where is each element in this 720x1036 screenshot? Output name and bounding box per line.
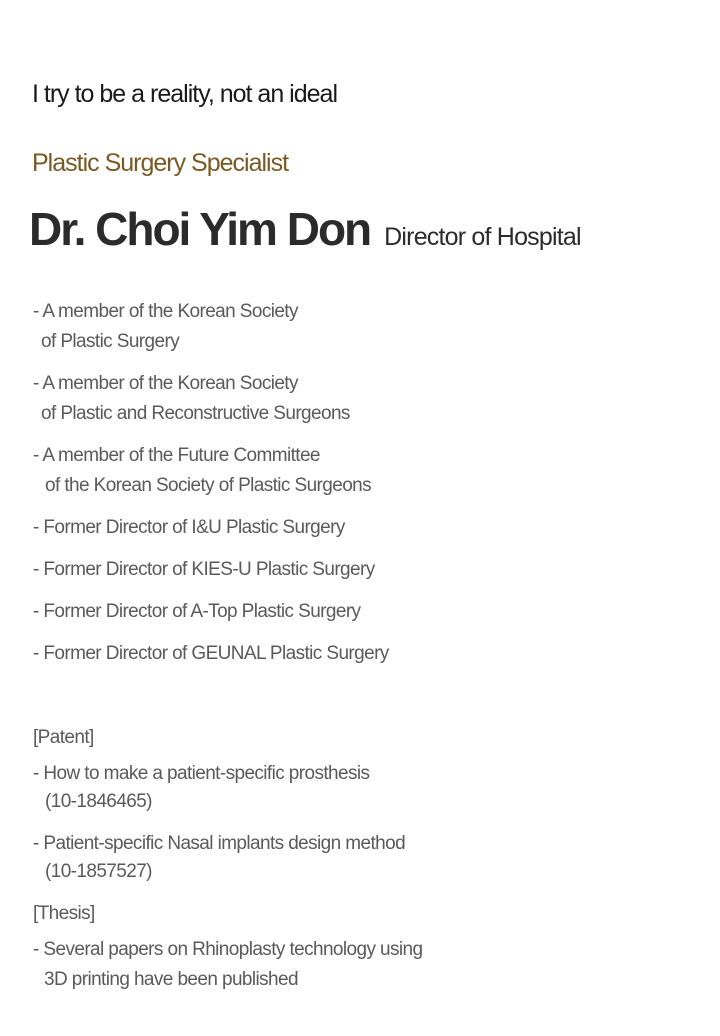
- list-item-continuation: of Plastic and Reconstructive Surgeons: [41, 403, 350, 424]
- patent-heading: [Patent]: [33, 727, 94, 748]
- list-item: - How to make a patient-specific prosthesis: [33, 763, 370, 784]
- list-item: - Former Director of A-Top Plastic Surgery: [33, 601, 361, 622]
- list-item: - A member of the Korean Society: [33, 301, 298, 322]
- doctor-heading: [29, 202, 581, 256]
- list-item-continuation: (10-1846465): [45, 791, 152, 812]
- list-item-continuation: of the Korean Society of Plastic Surgeons: [45, 475, 372, 496]
- list-item: - Several papers on Rhinoplasty technology using: [33, 939, 423, 960]
- list-item-continuation: of Plastic Surgery: [41, 331, 180, 352]
- list-item-continuation: (10-1857527): [45, 861, 152, 882]
- list-item: - Former Director of GEUNAL Plastic Surgery: [33, 643, 389, 664]
- list-item: - A member of the Korean Society: [33, 373, 298, 394]
- tagline: I try to be a reality, not an ideal: [32, 80, 338, 108]
- doctor-position: Director of Hospital: [384, 223, 581, 251]
- doctor-name: Dr. Choi Yim Don: [29, 203, 371, 255]
- specialty-label: Plastic Surgery Specialist: [32, 149, 289, 177]
- list-item-continuation: 3D printing have been published: [44, 969, 298, 990]
- list-item: - Former Director of I&U Plastic Surgery: [33, 517, 345, 538]
- list-item: - Patient-specific Nasal implants design method: [33, 833, 406, 854]
- list-item: - A member of the Future Committee: [33, 445, 320, 466]
- list-item: - Former Director of KIES-U Plastic Surgery: [33, 559, 375, 580]
- thesis-heading: [Thesis]: [33, 903, 95, 924]
